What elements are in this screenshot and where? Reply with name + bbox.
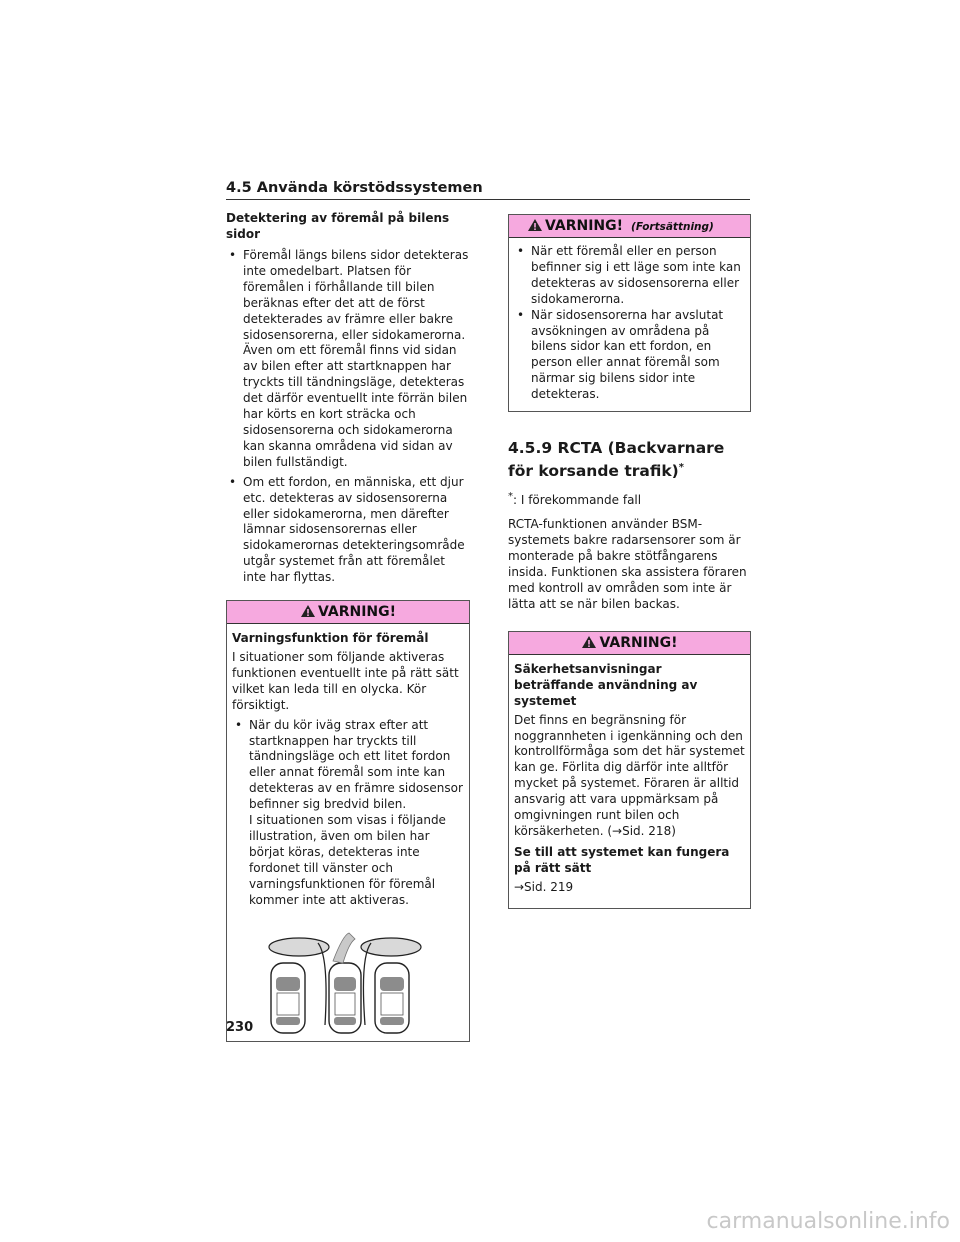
warning-title-bar [227,601,469,624]
list-item: • När sidosensorerna har avslutat avsökningen av områdena på bilens sidor kan ett fordon, en person eller annat föremål som närmar sig bilens sidor inte detekteras. [514,308,745,403]
footnote-marker: * [678,462,684,474]
detection-heading: Detektering av föremål på bilens sidor [226,211,450,241]
safety-subheading: Säkerhetsanvisningar beträffande användning av systemet [514,661,698,708]
safety-text: Det finns en begränsning för noggrannheten i igenkänning och den kontrollförmåga som det här systemet kan ge. Förlita dig därför inte alltför mycket på systemet. Föraren är alltid ansvarig att vara uppmärksam på omgivningen runt bilen och körsäkerheten. (→Sid. 218) [514,712,745,838]
page-reference-link[interactable]: →Sid. 219 [514,879,574,894]
list-item [232,718,464,909]
warning-continued-box [508,214,751,412]
footnote: *: I förekommande fall [508,491,642,508]
warning-bullet-continuation: I situationen som visas i följande illustration, även om bilen har börjat köras, detekteras inte fordonet till vänster och varningsfunktionen för föremål kommer inte att aktiveras. [249,813,446,907]
warning-subheading: Varningsfunktion för föremål [232,631,429,646]
warning-title-bar [509,632,750,655]
warning-body-2 [509,655,750,908]
rcta-heading: 4.5.9 RCTA (Backvarnare för korsande trafik)* [508,439,725,481]
rcta-description: RCTA-funktionen använder BSM-systemets bakre radarsensorer som är monterade på bakre stötfångarens insida. Funktionen ska assistera föraren med kontroll av områden som inte är lätta att se när bilen backas. [508,517,747,611]
warning-intro: I situationer som följande aktiveras funktionen eventuellt inte på rätt sätt vilket kan leda till en olycka. Kör försiktigt. [232,650,459,712]
center-car-icon [329,933,361,1033]
warning-title: VARNING! [599,634,678,651]
left-column [226,210,470,1042]
warning-continued-body [509,238,750,411]
function-subheading: Se till att systemet kan fungera på rätt sätt [514,844,730,875]
warning-triangle-icon [300,604,316,618]
right-column [508,214,751,909]
list-item: • Föremål längs bilens sidor detekteras inte omedelbart. Platsen för föremålen i förhållande till bilen beräknas efter det att de först detekterades av främre eller bakre sidosensorerna, eller sidokamerorna. Även om ett föremål finns vid sidan av bilen efter att startknappen har tryckts till tändningsläge, detekteras det därför eventuellt inte förrän bilen har körts en kort sträcka och sidosensorerna och sidokamerorna kan skanna områdena vid sidan av bilen fullständigt. [226,248,470,471]
warning-list [232,718,464,909]
watermark: carmanualsonline.info [706,1209,950,1234]
detection-list [226,248,470,586]
page-reference-link[interactable]: (→Sid. 218) [607,824,676,838]
warning-bullet-text: När du kör iväg strax efter att startknappen har tryckts till tändningsläge och ett litet fordon eller annat föremål som inte kan detekteras av en främre sidosensor befinner sig bredvid bilen. [249,717,463,812]
section-header: 4.5 Använda körstödssystemen [226,180,750,200]
parked-cars-illustration [263,925,433,1037]
warning-box [226,600,470,1042]
left-car-icon [271,963,305,1033]
warning-title: VARNING! [545,218,624,234]
warning-triangle-icon [581,635,597,649]
warning-continued-list [514,244,745,403]
continuation-label: (Fortsättning) [631,221,714,233]
warning-box-2 [508,631,751,909]
list-item: • När ett föremål eller en person befinner sig i ett läge som inte kan detekteras av sidosensorerna eller sidokamerorna. [514,244,745,308]
warning-triangle-icon [527,218,543,232]
right-car-icon [375,963,409,1033]
warning-title: VARNING! [317,604,397,621]
warning-continued-title-bar [509,215,750,238]
list-item: • Om ett fordon, en människa, ett djur etc. detekteras av sidosensorerna eller sidokamerorna, men därefter lämnar sidosensorernas eller sidokamerornas detekteringsområde utgår systemet från att föremålet inte har flyttas. [226,475,470,586]
warning-body [227,624,469,1045]
page-number: 230 [226,1020,254,1035]
